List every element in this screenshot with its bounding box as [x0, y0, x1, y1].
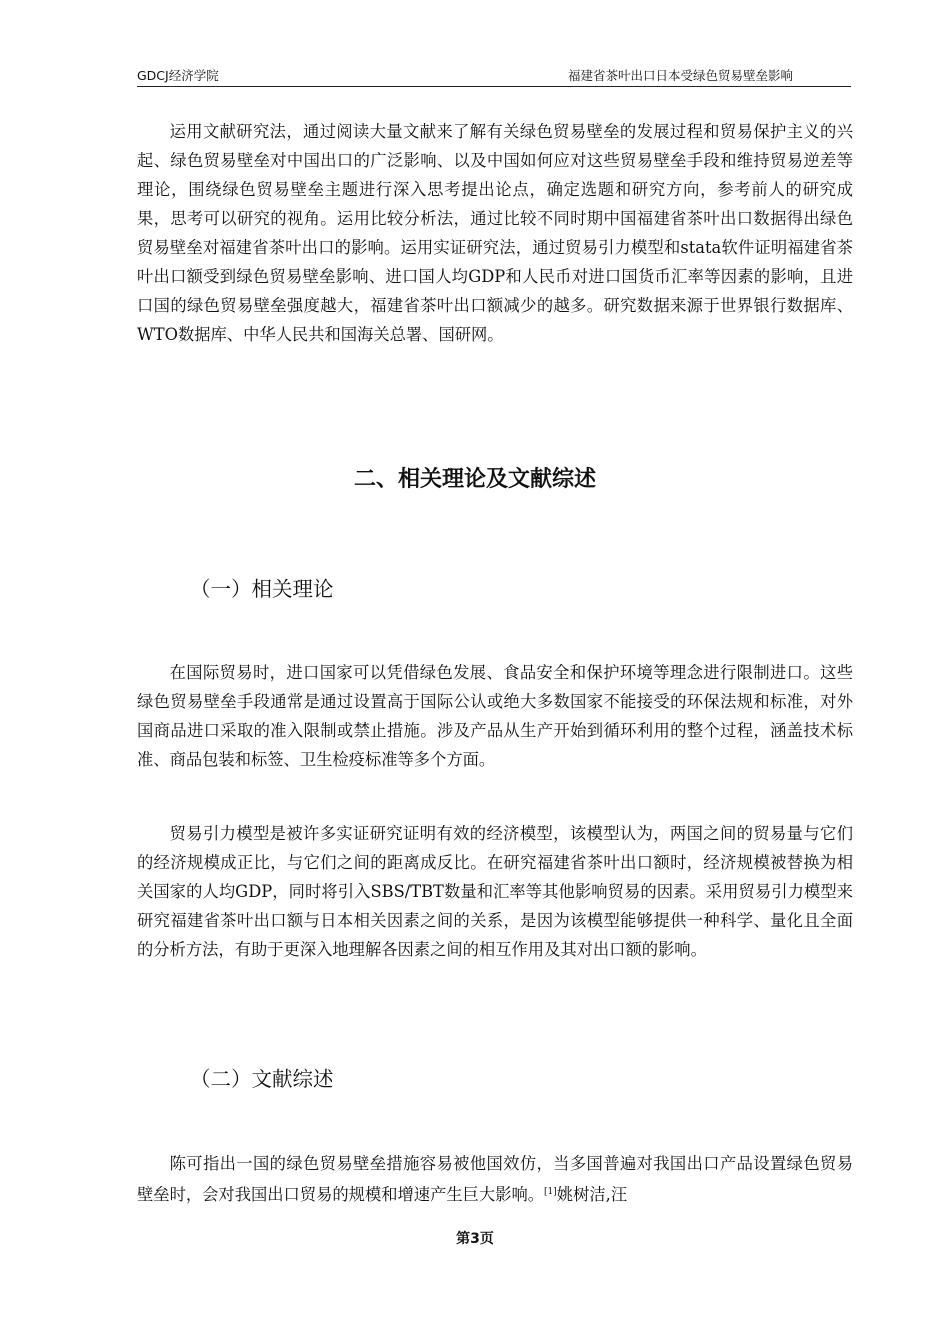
header-institution: GDCJ经济学院 [137, 68, 219, 83]
paragraph-literature [137, 1149, 853, 1209]
chapter-heading: 二、相关理论及文献综述 [353, 467, 596, 492]
section-heading-theory: （一）相关理论 [190, 577, 334, 601]
header-paper-title: 福建省茶叶出口日本受绿色贸易壁垒影响 [567, 68, 793, 83]
literature-text-continued: 姚树洁,汪 [556, 1185, 628, 1204]
citation-marker: [1] [544, 1187, 557, 1197]
section-heading-literature: （二）文献综述 [190, 1067, 334, 1091]
page-number: 第3页 [456, 1231, 494, 1247]
paragraph-gravity-model: 贸易引力模型是被许多实证研究证明有效的经济模型，该模型认为，两国之间的贸易量与它们的经济规模成正比，与它们之间的距离成反比。在研究福建省茶叶出口额时，经济规模被替换为相关国家的人均GDP，同时将引入SBS/TBT数量和汇率等其他影响贸易的因素。采用贸易引力模型来研究福建省茶叶出口额与日本相关因素之间的关系，是因为该模型能够提供一种科学、量化且全面的分析方法，有助于更深入地理解各因素之间的相互作用及其对出口额的影响。 [137, 824, 853, 959]
paragraph-green-barriers: 在国际贸易时，进口国家可以凭借绿色发展、食品安全和保护环境等理念进行限制进口。这些绿色贸易壁垒手段通常是通过设置高于国际公认或绝大多数国家不能接受的环保法规和标准，对外国商品进口采取的准入限制或禁止措施。涉及产品从生产开始到循环利用的整个过程，涵盖技术标准、商品包装和标签、卫生检疫标准等多个方面。 [137, 663, 853, 769]
page-header [137, 66, 851, 87]
paragraph-methods: 运用文献研究法，通过阅读大量文献来了解有关绿色贸易壁垒的发展过程和贸易保护主义的兴起、绿色贸易壁垒对中国出口的广泛影响、以及中国如何应对这些贸易壁垒手段和维持贸易逆差等理论，围绕绿色贸易壁垒主题进行深入思考提出论点，确定选题和研究方向，参考前人的研究成果，思考可以研究的视角。运用比较分析法，通过比较不同时期中国福建省茶叶出口数据得出绿色贸易壁垒对福建省茶叶出口的影响。运用实证研究法，通过贸易引力模型和stata软件证明福建省茶叶出口额受到绿色贸易壁垒影响、进口国人均GDP和人民币对进口国货币汇率等因素的影响，且进口国的绿色贸易壁垒强度越大，福建省茶叶出口额减少的越多。研究数据来源于世界银行数据库、WTO数据库、中华人民共和国海关总署、国研网。 [137, 122, 853, 344]
literature-text: 陈可指出一国的绿色贸易壁垒措施容易被他国效仿，当多国普遍对我国出口产品设置绿色贸易壁垒时，会对我国出口贸易的规模和增速产生巨大影响。 [137, 1154, 853, 1204]
